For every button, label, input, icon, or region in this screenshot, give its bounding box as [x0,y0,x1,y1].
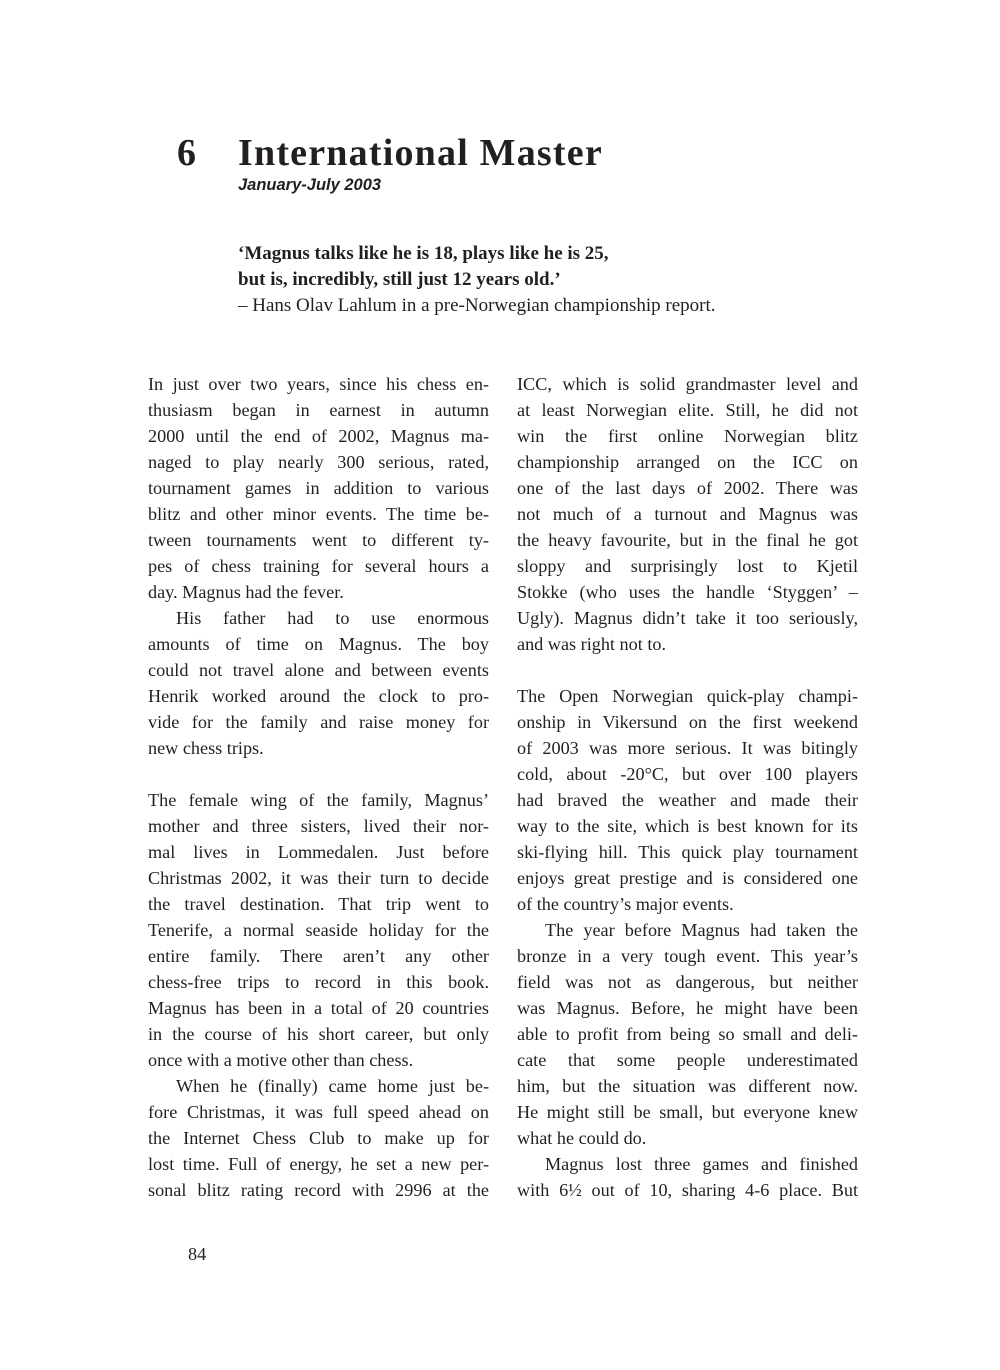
text-line: field was not as dangerous, but neither [517,972,858,992]
text-line: naged to play nearly 300 serious, rated, [148,452,489,472]
text-line: Magnus has been in a total of 20 countries [148,998,489,1018]
text-line: sloppy and surprisingly lost to Kjetil [517,556,858,576]
text-line: fore Christmas, it was full speed ahead on [148,1102,489,1122]
text-line: The year before Magnus had taken the [545,920,858,940]
text-line: tween tournaments went to different ty- [148,530,489,550]
text-line: was Magnus. Before, he might have been [517,998,858,1018]
text-line: Magnus lost three games and finished [545,1154,858,1174]
text-line: with 6½ out of 10, sharing 4-6 place. But [517,1180,858,1200]
text-line: what he could do. [517,1128,647,1148]
text-line: onship in Vikersund on the first weekend [517,712,858,732]
text-line: once with a motive other than chess. [148,1050,414,1070]
epigraph-quote [238,241,798,293]
text-line: tournament games in addition to various [148,478,489,498]
text-line: The Open Norwegian quick-play champi- [517,686,858,706]
text-line: and was right not to. [517,634,667,654]
text-line: Tenerife, a normal seaside holiday for the [148,920,489,940]
epigraph [238,241,798,319]
text-line: of the country’s major events. [517,894,734,914]
text-line: win the first online Norwegian blitz [517,426,858,446]
text-line: He might still be small, but everyone knew [517,1102,858,1122]
text-line: Stokke (who uses the handle ‘Styggen’ – [517,582,858,602]
text-line: blitz and other minor events. The time be- [148,504,489,524]
text-line: ICC, which is solid grandmaster level and [517,374,858,394]
text-line: ski-flying hill. This quick play tournament [517,842,858,862]
text-line: him, but the situation was different now. [517,1076,858,1096]
right-column [517,371,858,1203]
epigraph-quote-line: but is, incredibly, still just 12 years old.’ [238,269,561,290]
text-line: entire family. There aren’t any other [148,946,489,966]
text-line: enjoys great prestige and is considered one [517,868,858,888]
paragraph-gap [517,657,858,683]
page-number: 84 [188,1244,207,1264]
text-line: amounts of time on Magnus. The boy [148,634,489,654]
text-line: not much of a turnout and Magnus was [517,504,858,524]
text-line: in the course of his short career, but only [148,1024,489,1044]
text-line: at least Norwegian elite. Still, he did not [517,400,858,420]
epigraph-quote-line: ‘Magnus talks like he is 18, plays like he is 25, [238,243,609,264]
text-line: Christmas 2002, it was their turn to decide [148,868,489,888]
text-line: the Internet Chess Club to make up for [148,1128,489,1148]
text-line: chess-free trips to record in this book. [148,972,489,992]
text-line: of 2003 was more serious. It was bitingly [517,738,858,758]
text-line: Henrik worked around the clock to pro- [148,686,489,706]
epigraph-attribution: – Hans Olav Lahlum in a pre-Norwegian championship report. [238,295,716,316]
text-line: When he (finally) came home just be- [176,1076,489,1096]
text-line: mother and three sisters, lived their nor- [148,816,489,836]
text-line: could not travel alone and between events [148,660,489,680]
chapter-number: 6 [177,132,197,174]
text-line: championship arranged on the ICC on [517,452,858,472]
text-line: lost time. Full of energy, he set a new per- [148,1154,489,1174]
left-column [148,371,489,1203]
text-line: the heavy favourite, but in the final he got [517,530,858,550]
chapter-subtitle: January-July 2003 [238,176,382,194]
text-line: 2000 until the end of 2002, Magnus ma- [148,426,489,446]
chapter-title: International Master [238,132,603,174]
text-line: thusiasm began in earnest in autumn [148,400,489,420]
text-line: one of the last days of 2002. There was [517,478,858,498]
text-line: cate that some people underestimated [517,1050,858,1070]
text-line: The female wing of the family, Magnus’ [148,790,489,810]
text-line: In just over two years, since his chess en- [148,374,489,394]
text-line: way to the site, which is best known for its [517,816,858,836]
text-line: sonal blitz rating record with 2996 at the [148,1180,489,1200]
text-line: pes of chess training for several hours a [148,556,489,576]
text-line: the travel destination. That trip went to [148,894,489,914]
text-line: His father had to use enormous [176,608,489,628]
text-line: cold, about -20°C, but over 100 players [517,764,858,784]
text-line: vide for the family and raise money for [148,712,489,732]
text-line: new chess trips. [148,738,264,758]
text-line: had braved the weather and made their [517,790,858,810]
paragraph-gap [148,761,489,787]
text-line: Ugly). Magnus didn’t take it too seriously, [517,608,858,628]
text-line: mal lives in Lommedalen. Just before [148,842,489,862]
text-line: day. Magnus had the fever. [148,582,344,602]
text-line: bronze in a very tough event. This year’s [517,946,858,966]
text-line: able to profit from being so small and deli- [517,1024,858,1044]
